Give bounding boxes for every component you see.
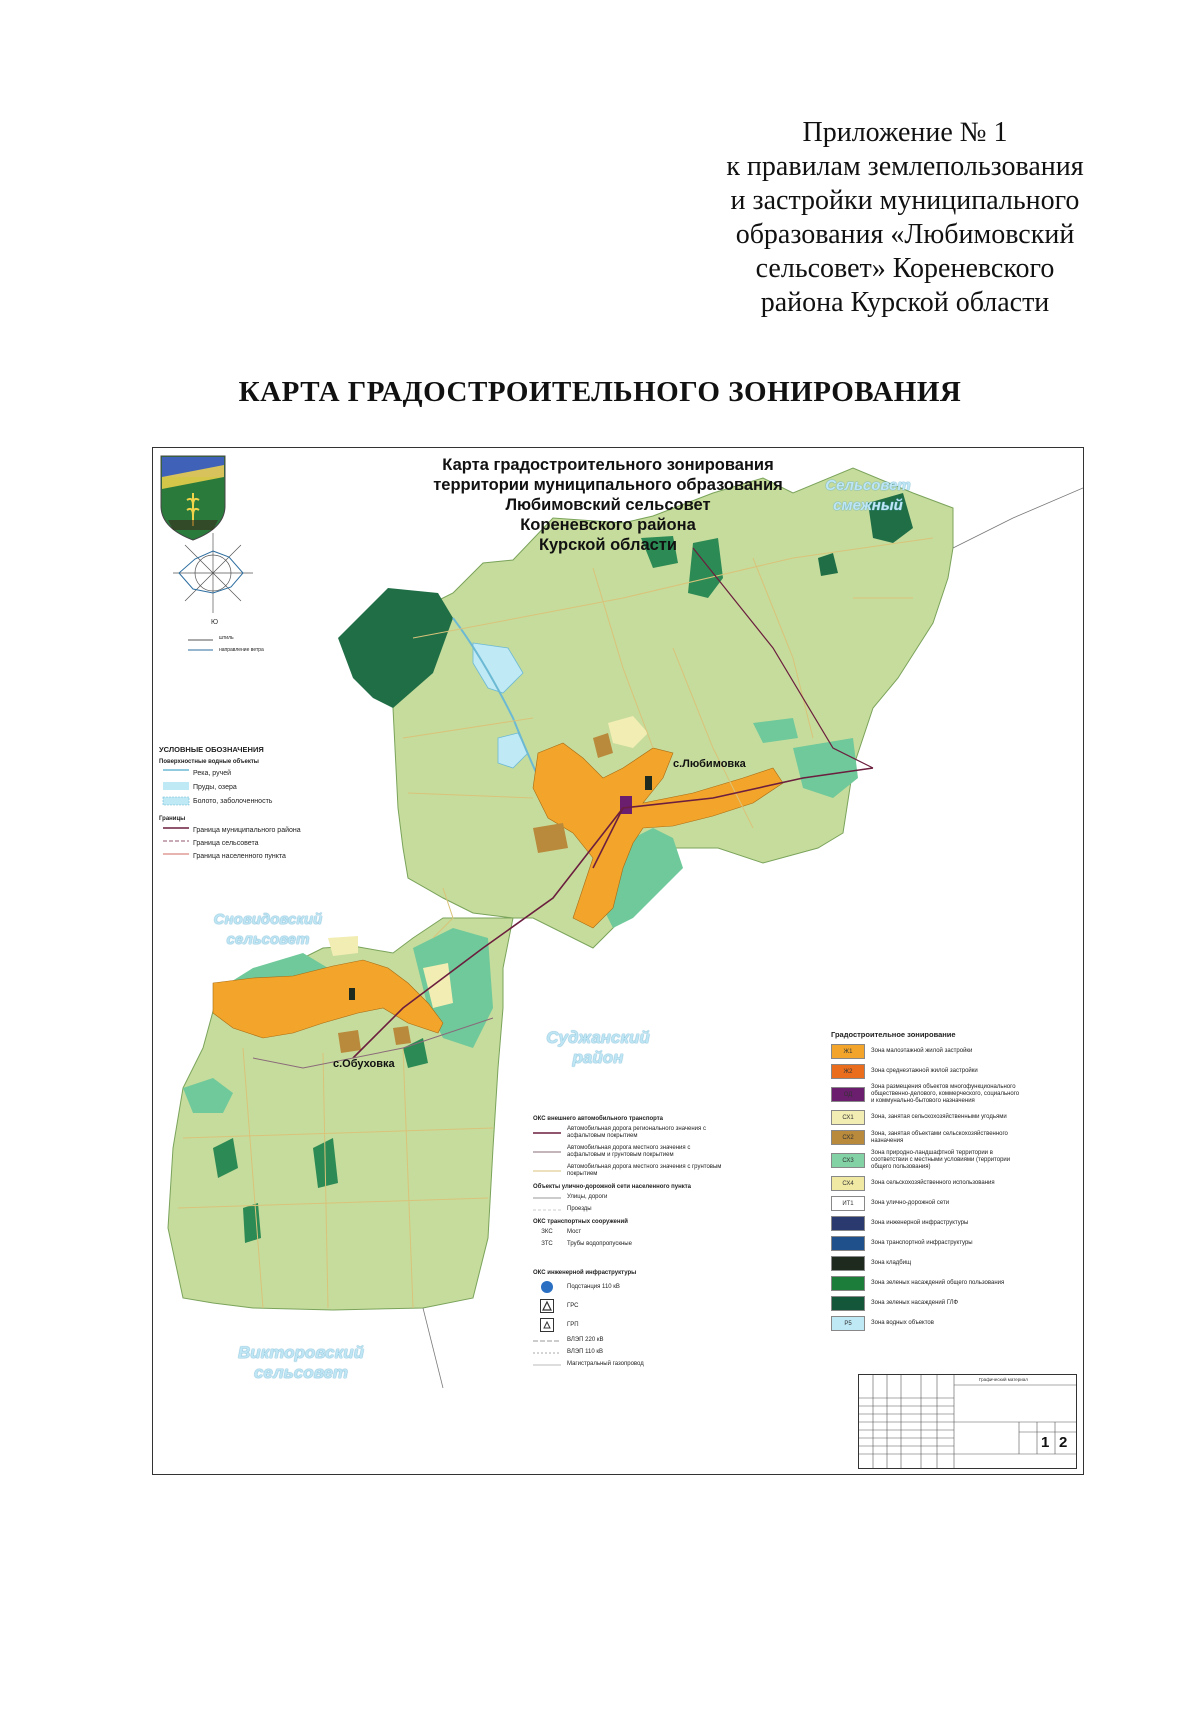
sheet-number: 1 [1041,1434,1050,1451]
zoning-legend-row [831,1236,1021,1251]
zoning-swatch [831,1236,865,1251]
zoning-legend-row [831,1084,1021,1105]
wind-rose-shape [179,551,243,593]
zoning-legend-row [831,1296,1021,1311]
legend-bounds-heading: Границы [159,816,186,822]
zoning-label: Зона зеленых насаждений ГЛФ [871,1300,959,1306]
neighbor-label [803,476,933,516]
zoning-legend-row [831,1064,1021,1079]
objects-structures-heading: ОКС транспортных сооружений [533,1219,628,1225]
neighbor-label-line: район [572,1048,624,1067]
village-label-lyubimovka: с.Любимовка [673,758,746,770]
district-road [423,1308,443,1388]
zoning-legend-heading: Градостроительное зонирование [831,1030,956,1039]
zoning-swatch: ИТ1 [831,1196,865,1211]
legend-row [533,1126,723,1140]
objects-street-item: Улицы, дороги [567,1194,608,1200]
objects-engineering-heading: ОКС инженерной инфраструктуры [533,1270,637,1276]
legend-row [533,1164,723,1178]
legend-water-item: Река, ручей [193,770,232,777]
zoning-swatch: Ж2 [831,1064,865,1079]
zoning-legend [831,1030,1021,1336]
zoning-swatch [831,1256,865,1271]
legend-row [533,1299,723,1313]
neighbor-label [528,1028,668,1068]
zoning-label: Зона кладбищ [871,1260,912,1266]
zoning-label: Зона зеленых насаждений общего пользования [871,1280,1005,1286]
map-title-line: Курской области [538,536,678,554]
zoning-swatch [831,1276,865,1291]
legend-row [533,1318,723,1332]
legend-row [533,1361,723,1368]
zoning-swatch: Ж1 [831,1044,865,1059]
zoning-legend-row [831,1150,1021,1171]
zoning-label: Зона транспортной инфраструктуры [871,1240,973,1246]
farm-zone [338,1030,361,1053]
legend-bounds-item: Граница муниципального района [193,827,301,834]
legend-water-item: Болото, заболоченность [193,798,273,805]
wind-legend-calm: штиль [219,635,234,641]
zoning-label: Зона улично-дорожной сети [871,1200,950,1206]
sheet-count: 2 [1059,1434,1068,1451]
objects-engineering-item: ВЛЭП 220 кВ [567,1337,604,1343]
cemetery-zone [349,988,355,1000]
farm-zone [533,823,568,853]
zoning-label: Зона размещения объектов многофункционального общественно-делового, коммерческого, социального и коммунально-бытового назначения [871,1084,1020,1104]
district-road [953,488,1083,548]
zoning-label: Зона сельскохозяйственного использования [871,1180,995,1186]
zoning-legend-row [831,1110,1021,1125]
legend-row [533,1229,723,1236]
legend-bounds-item: Граница сельсовета [193,840,259,847]
legend-row [533,1145,723,1159]
cemetery-zone [645,776,652,790]
neighbor-label-line: смежный [833,497,903,514]
zoning-label: Зона среднеэтажной жилой застройки [871,1068,978,1074]
objects-transport-heading: ОКС внешнего автомобильного транспорта [533,1116,664,1122]
objects-engineering-item: ВЛЭП 110 кВ [567,1349,604,1355]
village-label-obukhovka: с.Обуховка [333,1058,395,1070]
zoning-label: Зона, занятая объектами сельскохозяйственного назначения [871,1130,1008,1144]
map-title [378,455,838,555]
neighbor-label-line: сельсовет [226,931,310,948]
neighbor-label-line: сельсовет [253,1363,349,1382]
zoning-swatch: СХ1 [831,1110,865,1125]
neighbor-label-line: Сельсовет [825,477,911,494]
zoning-swatch [831,1216,865,1231]
coat-of-arms [161,456,225,540]
neighbor-label [193,910,343,950]
forest-patch [243,1203,261,1243]
appendix-line: к правилам землепользования [726,151,1084,182]
map-title-line: Кореневского района [520,516,696,534]
objects-street-heading: Объекты улично-дорожной сети населенного пункта [533,1184,692,1190]
substation-icon [540,1280,554,1294]
objects-engineering-item: Подстанция 110 кВ [567,1283,620,1290]
zoning-legend-row [831,1276,1021,1291]
map-frame [152,447,1084,1475]
zoning-legend-row [831,1176,1021,1191]
legend-row [533,1194,723,1201]
objects-transport-item: Автомобильная дорога местного значения с грунтовым покрытием [567,1164,722,1177]
legend-water-item: Пруды, озера [193,784,237,791]
objects-engineering-item: Магистральный газопровод [567,1361,644,1367]
map-title-line: территории муниципального образования [433,476,783,494]
objects-structure-item: Трубы водопропускные [567,1241,632,1247]
zoning-legend-row [831,1044,1021,1059]
wind-legend [219,634,264,655]
zoning-label: Зона, занятая сельскохозяйственными угодьями [871,1114,1007,1120]
zoning-swatch: СХ3 [831,1153,865,1168]
zoning-legend-row [831,1130,1021,1145]
objects-structure-item: Мост [567,1229,582,1235]
compass-south-label: Ю [211,619,219,626]
title-block [858,1374,1077,1469]
objects-transport-item: Автомобильная дорога регионального значения с асфальтовым покрытием [567,1126,706,1139]
title-block-caption: Графический материал [979,1377,1028,1382]
objects-street-item: Проезды [567,1206,592,1212]
map-title-line: Карта градостроительного зонирования [442,456,774,474]
wind-legend-direction: направление ветра [219,647,264,653]
grp-icon [540,1318,554,1332]
zoning-legend-row [831,1196,1021,1211]
objects-engineering-item: ГРС [567,1302,579,1309]
legend-heading: УСЛОВНЫЕ ОБОЗНАЧЕНИЯ [159,745,264,754]
legend-row [533,1337,723,1344]
appendix-line: Приложение № 1 [802,117,1008,148]
objects-transport-item: Автомобильная дорога местного значения с асфальтовым и грунтовым покрытием [567,1145,691,1158]
appendix-line: образования «Любимовский [735,219,1075,250]
zoning-legend-row [831,1256,1021,1271]
neighbor-label-line: Суджанский [546,1028,650,1047]
legend-row [533,1349,723,1356]
legend-bounds-item: Граница населенного пункта [193,853,286,860]
map-title-line: Любимовский сельсовет [505,496,711,514]
appendix-line: района Курской области [760,287,1050,318]
grs-icon [540,1299,554,1313]
zoning-swatch: ОД [831,1087,865,1102]
zoning-legend-row [831,1216,1021,1231]
zoning-legend-row [831,1316,1021,1331]
zoning-label: Зона водных объектов [871,1320,934,1326]
appendix-note [690,116,1120,320]
neighbor-label [221,1343,381,1383]
zoning-label: Зона инженерной инфраструктуры [871,1220,969,1226]
neighbor-label-line: Викторовский [237,1343,364,1362]
legend-water-heading: Поверхностные водные объекты [159,759,259,765]
document-title: КАРТА ГРАДОСТРОИТЕЛЬНОГО ЗОНИРОВАНИЯ [238,376,962,408]
neighbor-label-line: Сновидовский [213,911,323,928]
zoning-label: Зона природно-ландшафтной территории в соответствии с местными условиями (территории общего пользования) [871,1150,1011,1170]
legend-row [533,1280,723,1294]
objects-engineering-item: ГРП [567,1321,579,1328]
basic-legend [159,745,309,865]
structure-code: ЗТС [541,1241,553,1247]
farm-zone [393,1026,411,1045]
zoning-label: Зона малоэтажной жилой застройки [871,1048,973,1054]
zoning-swatch: СХ4 [831,1176,865,1191]
zoning-swatch: СХ2 [831,1130,865,1145]
zoning-swatch [831,1296,865,1311]
wind-rose [173,533,253,613]
structure-code: ЗКС [541,1229,553,1235]
appendix-line: сельсовет» Кореневского [755,253,1055,284]
objects-legend [533,1110,723,1373]
legend-row [533,1241,723,1248]
legend-row [533,1206,723,1213]
shield-band [168,520,218,530]
appendix-line: и застройки муниципального [730,185,1080,216]
zoning-swatch: Р5 [831,1316,865,1331]
